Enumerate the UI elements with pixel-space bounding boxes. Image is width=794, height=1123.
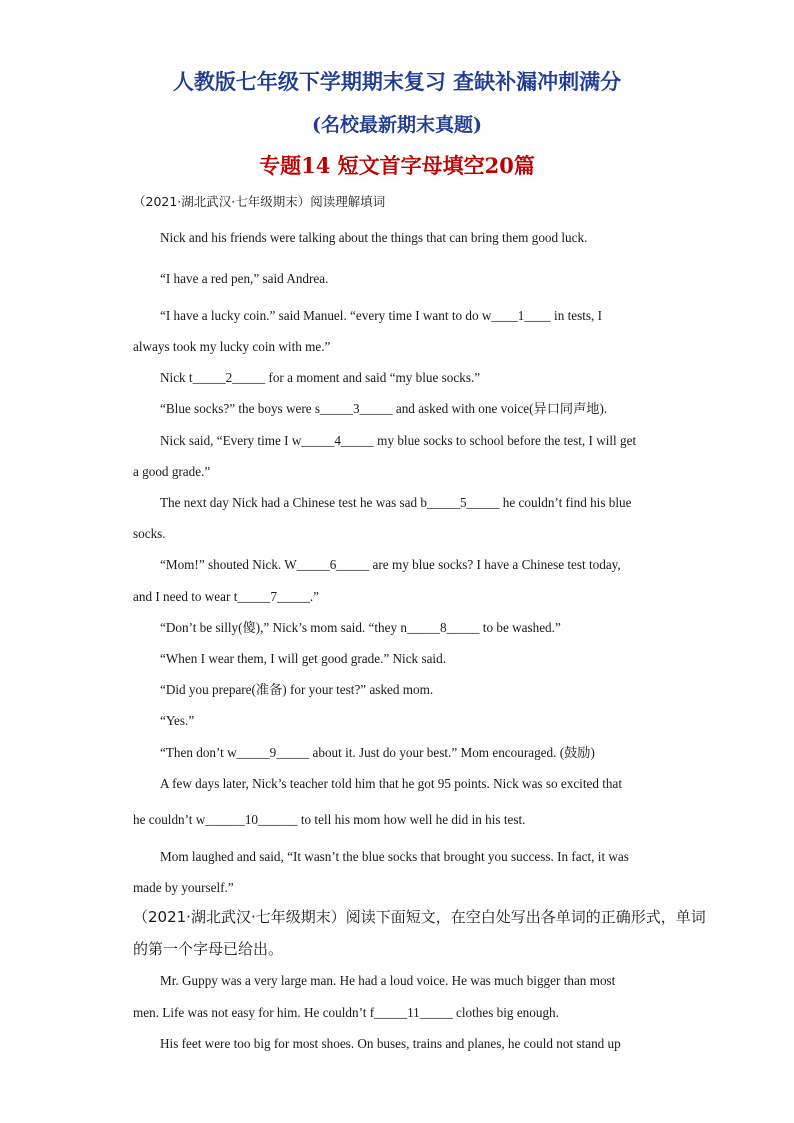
passage1-line: “I have a red pen,” said Andrea. <box>160 271 329 286</box>
passage1-line: A few days later, Nick’s teacher told him that he got 95 points. Nick was so excited that <box>160 776 623 791</box>
passage2-line: men. Life was not easy for him. He couldn’t f_____11_____ clothes big enough. <box>133 1005 559 1020</box>
passage1-line: The next day Nick had a Chinese test he was sad b_____5_____ he couldn’t find his blue <box>160 495 632 510</box>
passage1-line: a good grade.” <box>133 464 211 479</box>
passage1-line: “Did you prepare(准备) for your test?” asked mom. <box>160 682 434 697</box>
topic-heading: 专题14 短文首字母填空20篇 <box>259 153 535 178</box>
passage1-line: “I have a lucky coin.” said Manuel. “every time I want to do w____1____ in tests, I <box>160 308 603 323</box>
passage1-line: “Yes.” <box>160 713 195 728</box>
passage1-line: Nick said, “Every time I w_____4_____ my blue socks to school before the test, I will get <box>160 433 637 448</box>
document-subtitle: (名校最新期末真题) <box>312 114 482 136</box>
document-title: 人教版七年级下学期期末复习 查缺补漏冲刺满分 <box>172 69 622 94</box>
passage1-line: “When I wear them, I will get good grade.” Nick said. <box>160 651 446 666</box>
passage2-source-cont: 的第一个字母已给出。 <box>133 940 284 958</box>
passage1-line: and I need to wear t_____7_____.” <box>133 589 320 604</box>
passage1-line: “Mom!” shouted Nick. W_____6_____ are my blue socks? I have a Chinese test today, <box>160 557 621 572</box>
passage1-line: “Then don’t w_____9_____ about it. Just do your best.” Mom encouraged. (鼓励) <box>160 745 595 760</box>
passage2-source: （2021·湖北武汉·七年级期末）阅读下面短文，在空白处写出各单词的正确形式，单词 <box>133 908 706 926</box>
passage1-line: always took my lucky coin with me.” <box>133 339 331 354</box>
passage1-line: made by yourself.” <box>133 880 234 895</box>
passage2-line: Mr. Guppy was a very large man. He had a loud voice. He was much bigger than most <box>160 973 616 988</box>
passage1-line: he couldn’t w______10______ to tell his mom how well he did in his test. <box>133 812 526 827</box>
passage2-line: His feet were too big for most shoes. On buses, trains and planes, he could not stand up <box>160 1036 621 1051</box>
passage1-line: “Blue socks?” the boys were s_____3_____ and asked with one voice(异口同声地). <box>160 401 608 416</box>
passage1-line: Nick t_____2_____ for a moment and said “my blue socks.” <box>160 370 481 385</box>
passage1-line: Mom laughed and said, “It wasn’t the blue socks that brought you success. In fact, it was <box>160 849 629 864</box>
passage1-source: （2021·湖北武汉·七年级期末）阅读理解填词 <box>133 194 386 209</box>
passage1-line: Nick and his friends were talking about the things that can bring them good luck. <box>160 230 588 245</box>
passage1-line: “Don’t be silly(傻),” Nick’s mom said. “they n_____8_____ to be washed.” <box>160 620 561 635</box>
passage1-line: socks. <box>133 526 166 541</box>
